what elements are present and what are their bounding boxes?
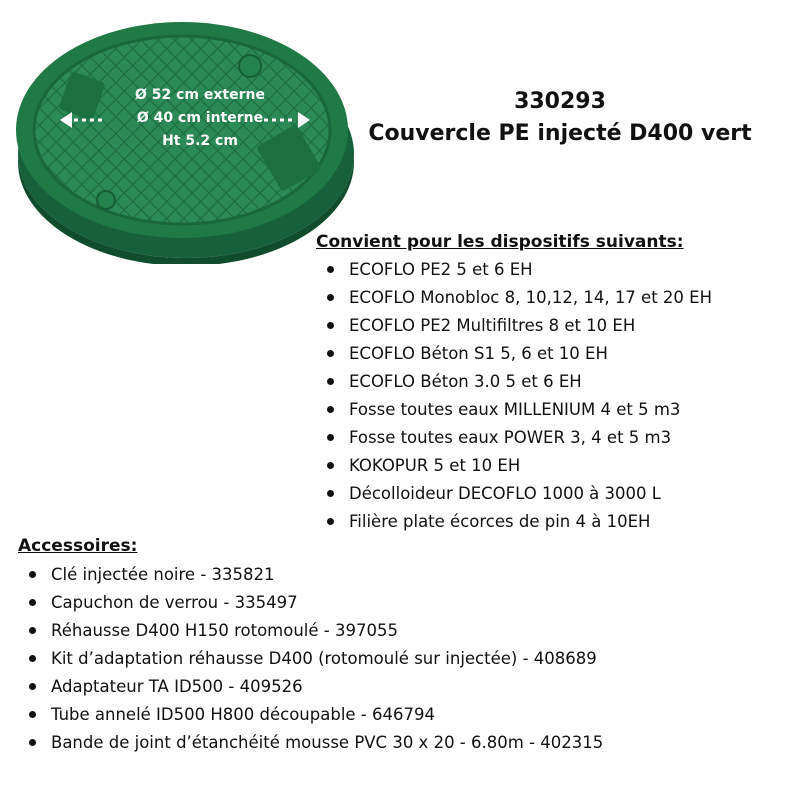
compatible-title: Convient pour les dispositifs suivants: xyxy=(316,232,684,252)
list-item: KOKOPUR 5 et 10 EH xyxy=(316,452,712,480)
product-heading xyxy=(340,86,780,150)
list-item: Kit d’adaptation réhausse D400 (rotomoulé sur injectée) - 408689 xyxy=(18,645,603,673)
compatible-list xyxy=(316,256,712,536)
list-item: Bande de joint d’étanchéité mousse PVC 30 x 20 - 6.80m - 402315 xyxy=(18,729,603,757)
list-item: Tube annelé ID500 H800 découpable - 646794 xyxy=(18,701,603,729)
list-item: ECOFLO PE2 Multifiltres 8 et 10 EH xyxy=(316,312,712,340)
product-image xyxy=(14,14,358,264)
list-item: Décolloideur DECOFLO 1000 à 3000 L xyxy=(316,480,712,508)
list-item: ECOFLO Béton S1 5, 6 et 10 EH xyxy=(316,340,712,368)
dimension-external: Ø 52 cm externe xyxy=(135,87,265,103)
list-item: Capuchon de verrou - 335497 xyxy=(18,589,603,617)
list-item: Fosse toutes eaux POWER 3, 4 et 5 m3 xyxy=(316,424,712,452)
list-item: ECOFLO Monobloc 8, 10,12, 14, 17 et 20 EH xyxy=(316,284,712,312)
list-item: ECOFLO PE2 5 et 6 EH xyxy=(316,256,712,284)
dimension-height: Ht 5.2 cm xyxy=(162,133,238,149)
product-name: Couvercle PE injecté D400 vert xyxy=(368,121,752,146)
list-item: Clé injectée noire - 335821 xyxy=(18,561,603,589)
accessories-list xyxy=(18,561,603,757)
product-reference: 330293 xyxy=(514,89,606,114)
list-item: Fosse toutes eaux MILLENIUM 4 et 5 m3 xyxy=(316,396,712,424)
list-item: Adaptateur TA ID500 - 409526 xyxy=(18,673,603,701)
list-item: ECOFLO Béton 3.0 5 et 6 EH xyxy=(316,368,712,396)
list-item: Filière plate écorces de pin 4 à 10EH xyxy=(316,508,712,536)
dimension-internal: Ø 40 cm interne xyxy=(136,110,264,126)
list-item: Réhausse D400 H150 rotomoulé - 397055 xyxy=(18,617,603,645)
accessories-title: Accessoires: xyxy=(18,536,138,556)
